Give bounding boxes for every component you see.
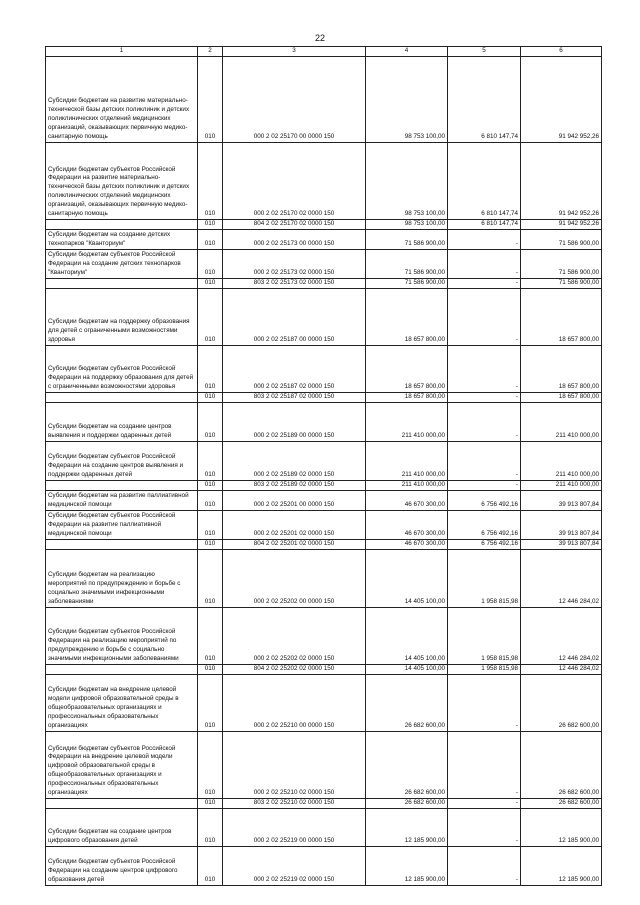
table-cell: Субсидии бюджетам на создание детских технопарков "Кванториум" xyxy=(46,230,198,250)
table-cell: Субсидии бюджетам на создание центров цифрового образования детей xyxy=(46,809,198,847)
table-cell: 6 756 492,16 xyxy=(448,540,521,550)
table-cell: 000 2 02 25202 02 0000 150 xyxy=(223,608,366,665)
table-cell: 010 xyxy=(198,220,223,230)
table-cell: 010 xyxy=(198,511,223,540)
table-row xyxy=(46,847,602,886)
table-row xyxy=(46,799,602,809)
table-cell: 010 xyxy=(198,250,223,279)
table-cell: 803 2 02 25187 02 0000 150 xyxy=(223,393,366,403)
table-row xyxy=(46,230,602,250)
column-header: 4 xyxy=(366,47,448,57)
table-cell: 803 2 02 25210 02 0000 150 xyxy=(223,799,366,809)
table-cell: 010 xyxy=(198,799,223,809)
table-cell: 71 586 900,00 xyxy=(521,230,602,250)
table-cell: 010 xyxy=(198,230,223,250)
table-cell: Субсидии бюджетам субъектов Российской Федерации на реализацию мероприятий по предупреждению и борьбе с социально значимыми инфекционными заболеваниями xyxy=(46,608,198,665)
table-cell: 26 682 600,00 xyxy=(366,732,448,799)
table-cell: 71 586 900,00 xyxy=(366,250,448,279)
table-cell: - xyxy=(448,250,521,279)
table-cell: - xyxy=(448,230,521,250)
column-header: 2 xyxy=(198,47,223,57)
header-row xyxy=(46,47,602,57)
table-cell: 211 410 000,00 xyxy=(521,442,602,481)
table-cell: 6 756 492,16 xyxy=(448,491,521,511)
table-cell: - xyxy=(448,481,521,491)
table-cell: 000 2 02 25219 00 0000 150 xyxy=(223,809,366,847)
table-cell: Субсидии бюджетам на развитие материально-технической базы детских поликлиник и детских поликлинических отделений медицинских организаций, оказывающих первичную медико-санитарную помощь xyxy=(46,57,198,143)
table-cell: 26 682 600,00 xyxy=(521,732,602,799)
table-cell: Субсидии бюджетам на реализацию мероприятий по предупреждению и борьбе с социально значимыми инфекционными заболеваниями xyxy=(46,550,198,608)
table-cell: 010 xyxy=(198,279,223,289)
table-row xyxy=(46,665,602,675)
table-cell: 010 xyxy=(198,481,223,491)
table-cell: 26 682 600,00 xyxy=(366,799,448,809)
table-cell: 211 410 000,00 xyxy=(366,481,448,491)
column-header: 3 xyxy=(223,47,366,57)
table-cell: - xyxy=(448,442,521,481)
table-cell: 010 xyxy=(198,809,223,847)
table-cell: Субсидии бюджетам на создание центров выявления и поддержки одаренных детей xyxy=(46,403,198,442)
table-cell: 18 657 800,00 xyxy=(366,289,448,346)
table-cell: 91 942 952,26 xyxy=(521,143,602,220)
table-cell: 71 586 900,00 xyxy=(521,250,602,279)
table-cell: 211 410 000,00 xyxy=(521,403,602,442)
table-cell: 26 682 600,00 xyxy=(521,799,602,809)
table-row xyxy=(46,143,602,220)
table-cell: 000 2 02 25189 00 0000 150 xyxy=(223,403,366,442)
table-cell: 6 810 147,74 xyxy=(448,57,521,143)
table-cell: 6 810 147,74 xyxy=(448,143,521,220)
table-row xyxy=(46,540,602,550)
table-cell: 010 xyxy=(198,675,223,732)
table-row xyxy=(46,608,602,665)
table-row xyxy=(46,809,602,847)
table-row xyxy=(46,279,602,289)
table-cell: - xyxy=(448,847,521,886)
table-cell: 010 xyxy=(198,143,223,220)
column-header: 1 xyxy=(46,47,198,57)
table-cell: 18 657 800,00 xyxy=(521,289,602,346)
table-cell: 46 670 300,00 xyxy=(366,511,448,540)
table-cell: - xyxy=(448,675,521,732)
table-cell: 1 958 815,98 xyxy=(448,550,521,608)
table-cell: 71 586 900,00 xyxy=(366,230,448,250)
table-cell: - xyxy=(448,799,521,809)
table-cell: 12 446 284,02 xyxy=(521,665,602,675)
table-cell: 14 405 100,00 xyxy=(366,550,448,608)
table-cell: - xyxy=(448,393,521,403)
table-cell: 71 586 900,00 xyxy=(521,279,602,289)
table-cell: 91 942 952,26 xyxy=(521,220,602,230)
table-cell: Субсидии бюджетам на внедрение целевой модели цифровой образовательной среды в общеобразовательных организациях и профессиональных образовательных организациях xyxy=(46,675,198,732)
table-cell: 010 xyxy=(198,491,223,511)
budget-table xyxy=(45,46,602,886)
table-cell xyxy=(46,540,198,550)
table-row xyxy=(46,732,602,799)
table-cell xyxy=(46,799,198,809)
table-cell: Субсидии бюджетам субъектов Российской Федерации на внедрение целевой модели цифровой образовательной среды в общеобразовательных организациях и профессиональных образовательных организациях xyxy=(46,732,198,799)
table-cell: 010 xyxy=(198,393,223,403)
table-cell: 804 2 02 25170 02 0000 150 xyxy=(223,220,366,230)
table-row xyxy=(46,220,602,230)
table-cell: 12 185 900,00 xyxy=(521,847,602,886)
table-cell: 6 810 147,74 xyxy=(448,220,521,230)
table-cell: 12 185 900,00 xyxy=(366,847,448,886)
table-cell: 000 2 02 25173 02 0000 150 xyxy=(223,250,366,279)
table-cell: 000 2 02 25187 02 0000 150 xyxy=(223,346,366,393)
table-cell: 26 682 600,00 xyxy=(366,675,448,732)
table-row xyxy=(46,393,602,403)
table-cell: 1 958 815,98 xyxy=(448,665,521,675)
table-cell: 010 xyxy=(198,540,223,550)
table-cell: 000 2 02 25201 00 0000 150 xyxy=(223,491,366,511)
table-cell: 39 913 807,84 xyxy=(521,511,602,540)
table-cell: 98 753 100,00 xyxy=(366,220,448,230)
table-cell: 803 2 02 25189 02 0000 150 xyxy=(223,481,366,491)
table-cell: 803 2 02 25173 02 0000 150 xyxy=(223,279,366,289)
table-cell: 211 410 000,00 xyxy=(521,481,602,491)
table-cell: 010 xyxy=(198,732,223,799)
table-cell xyxy=(46,393,198,403)
table-cell: 211 410 000,00 xyxy=(366,403,448,442)
table-cell: 12 446 284,02 xyxy=(521,550,602,608)
table-cell: Субсидии бюджетам субъектов Российской Федерации на развитие паллиативной медицинской помощи xyxy=(46,511,198,540)
table-cell: 010 xyxy=(198,608,223,665)
table-cell: 000 2 02 25210 02 0000 150 xyxy=(223,732,366,799)
table-row xyxy=(46,250,602,279)
table-cell: Субсидии бюджетам на развитие паллиативной медицинской помощи xyxy=(46,491,198,511)
table-cell: 91 942 952,26 xyxy=(521,57,602,143)
table-cell: 26 682 600,00 xyxy=(521,675,602,732)
table-cell: Субсидии бюджетам субъектов Российской Федерации на создание детских технопарков "Кванториум" xyxy=(46,250,198,279)
table-row xyxy=(46,346,602,393)
table-cell: - xyxy=(448,279,521,289)
table-cell: Субсидии бюджетам субъектов Российской Федерации на поддержку образования для детей с ограниченными возможностями здоровья xyxy=(46,346,198,393)
table-cell: Субсидии бюджетам субъектов Российской Федерации на создание центров цифрового образования детей xyxy=(46,847,198,886)
table-cell: 804 2 02 25202 02 0000 150 xyxy=(223,665,366,675)
table-cell: 46 670 300,00 xyxy=(366,491,448,511)
table-row xyxy=(46,289,602,346)
table-row xyxy=(46,675,602,732)
page-number: 22 xyxy=(314,33,325,43)
table-row xyxy=(46,403,602,442)
table-cell: 71 586 900,00 xyxy=(366,279,448,289)
table-cell: 6 756 492,16 xyxy=(448,511,521,540)
table-cell: 14 405 100,00 xyxy=(366,608,448,665)
table-cell: 000 2 02 25201 02 0000 150 xyxy=(223,511,366,540)
table-cell: 98 753 100,00 xyxy=(366,57,448,143)
table-cell: 18 657 800,00 xyxy=(366,346,448,393)
table-cell: 000 2 02 25170 00 0000 150 xyxy=(223,57,366,143)
table-cell xyxy=(46,220,198,230)
table-row xyxy=(46,550,602,608)
table-cell: 18 657 800,00 xyxy=(366,393,448,403)
table-cell: 010 xyxy=(198,550,223,608)
table-cell: 010 xyxy=(198,847,223,886)
table-cell: 010 xyxy=(198,57,223,143)
table-cell: - xyxy=(448,809,521,847)
table-cell: - xyxy=(448,403,521,442)
table-cell: Субсидии бюджетам субъектов Российской Федерации на создание центров выявления и поддержки одаренных детей xyxy=(46,442,198,481)
table-cell: 18 657 800,00 xyxy=(521,393,602,403)
table-row xyxy=(46,491,602,511)
table-cell: 010 xyxy=(198,346,223,393)
table-cell: 000 2 02 25189 02 0000 150 xyxy=(223,442,366,481)
table-body xyxy=(46,57,602,886)
table-cell: - xyxy=(448,732,521,799)
table-cell: 010 xyxy=(198,403,223,442)
table-cell: 000 2 02 25219 02 0000 150 xyxy=(223,847,366,886)
table-cell: 000 2 02 25170 02 0000 150 xyxy=(223,143,366,220)
table-cell: 14 405 100,00 xyxy=(366,665,448,675)
column-header: 6 xyxy=(521,47,602,57)
table-cell: 000 2 02 25187 00 0000 150 xyxy=(223,289,366,346)
table-cell: 010 xyxy=(198,442,223,481)
table-row xyxy=(46,57,602,143)
table-cell: 18 657 800,00 xyxy=(521,346,602,393)
table-cell: 46 670 300,00 xyxy=(366,540,448,550)
table-cell: 000 2 02 25202 00 0000 150 xyxy=(223,550,366,608)
table-cell: 010 xyxy=(198,665,223,675)
table-cell: Субсидии бюджетам субъектов Российской Федерации на развитие материально-технической базы детских поликлиник и детских поликлинических отделений медицинских организаций, оказывающих первичную медико-санитарную помощь xyxy=(46,143,198,220)
table-cell: 12 446 284,02 xyxy=(521,608,602,665)
table-row xyxy=(46,442,602,481)
table-cell: 12 185 900,00 xyxy=(521,809,602,847)
table-cell: 000 2 02 25210 00 0000 150 xyxy=(223,675,366,732)
table-cell: Субсидии бюджетам на поддержку образования для детей с ограниченными возможностями здоровья xyxy=(46,289,198,346)
table-cell xyxy=(46,665,198,675)
table-cell: 12 185 900,00 xyxy=(366,809,448,847)
table-cell: 1 958 815,98 xyxy=(448,608,521,665)
table-cell xyxy=(46,279,198,289)
table-cell xyxy=(46,481,198,491)
table-row xyxy=(46,511,602,540)
table-row xyxy=(46,481,602,491)
table-cell: 010 xyxy=(198,289,223,346)
table-cell: 98 753 100,00 xyxy=(366,143,448,220)
table-cell: 211 410 000,00 xyxy=(366,442,448,481)
table-cell: - xyxy=(448,289,521,346)
table-cell: - xyxy=(448,346,521,393)
table-cell: 804 2 02 25201 02 0000 150 xyxy=(223,540,366,550)
table-cell: 000 2 02 25173 00 0000 150 xyxy=(223,230,366,250)
column-header: 5 xyxy=(448,47,521,57)
table-cell: 39 913 807,84 xyxy=(521,491,602,511)
table-cell: 39 913 807,84 xyxy=(521,540,602,550)
